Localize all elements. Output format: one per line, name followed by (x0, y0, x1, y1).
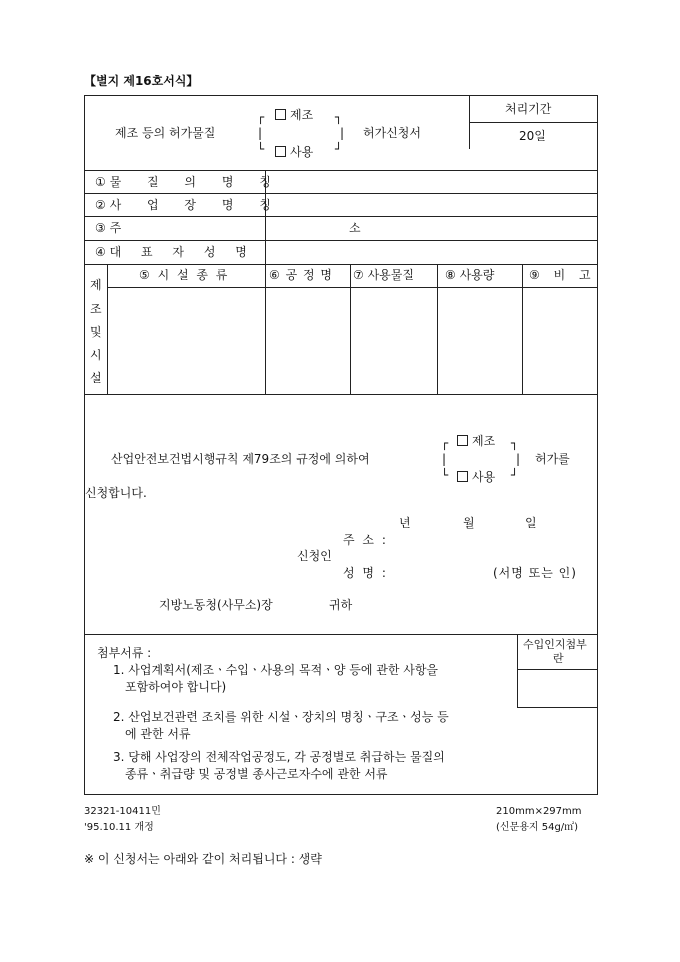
attachment-1-line2: 포함하여야 합니다) (125, 680, 227, 694)
date-year: 년 (399, 516, 411, 530)
statement-option-use[interactable]: 사용 (457, 470, 495, 484)
addressee: 지방노동청(사무소)장 (159, 598, 273, 612)
column-facility-type: ⑤ 시 설 종 류 (139, 268, 230, 282)
title-option-manufacture[interactable]: 제조 (275, 108, 313, 122)
facility-side-label-1: 제 (90, 278, 102, 292)
honorific: 귀하 (329, 598, 353, 612)
attachment-2-line1: 2. 산업보건관련 조치를 위한 시설ㆍ장치의 명칭ㆍ구조ㆍ성능 등 (113, 710, 449, 724)
processing-period-value: 20일 (519, 129, 546, 143)
field-workplace-name: ② 사 업 장 명 칭 (95, 198, 282, 212)
title-bracket-top-right: ┐ (335, 110, 343, 124)
date-day: 일 (525, 516, 537, 530)
attachments-title: 첨부서류 : (97, 646, 152, 660)
column-process-name: ⑥ 공 정 명 (269, 268, 333, 282)
processing-period-label: 처리기간 (505, 102, 552, 116)
attachment-1-line1: 1. 사업계획서(제조ㆍ수입ㆍ사용의 목적ㆍ양 등에 관한 사항을 (113, 663, 439, 677)
stamp-area (518, 670, 596, 706)
attachment-2-line2: 에 관한 서류 (125, 727, 191, 741)
footer-revision: '95.10.11 개정 (84, 822, 154, 833)
stamp-label-line2: 란 (553, 652, 564, 665)
applicant-label: 신청인 (297, 549, 332, 563)
column-remarks: ⑨ 비 고 (529, 268, 596, 282)
facility-side-label-3: 및 (90, 325, 102, 339)
date-month: 월 (463, 516, 475, 530)
attachment-3-line1: 3. 당해 사업장의 전체작업공정도, 각 공정별로 취급하는 물질의 (113, 750, 445, 764)
facility-side-label-4: 시 (90, 348, 102, 362)
signature-note: (서명 또는 인) (493, 566, 577, 580)
manufacture-checkbox[interactable] (275, 109, 286, 120)
facility-side-label-5: 설 (90, 371, 102, 385)
field-representative-name: ④ 대 표 자 성 명 (95, 245, 255, 259)
statement-use-checkbox[interactable] (457, 471, 468, 482)
field-substance-name: ① 물 질 의 명 칭 (95, 175, 282, 189)
application-form: 제조 등의 허가물질 ┌ 제조 ┐ | | └ 사용 ┘ 허가신청서 처리기간 20일 ① 물 질 의 명 칭 ② 사 업 장 명 칭 ③ 주 소 ④ 대 표 자 성 명 제 조 및 시 설 ⑤ 시 설 종 류 ⑥ 공 정 명 ⑦ 사용물질 ⑧ 사용량 ⑨ 비 고 산업안전보건법시행규칙 제79조의 규정에 의하여 ┌ 제조 ┐ | | └ 사용 ┘ 허가를 신청합니다. 년 월 일 주 소 : 신청인 성 명 : (서명 또는 인) 지방노동청(사무소)장 귀하 첨부서류 : 1. 사업계획서(제조ㆍ수입ㆍ사용의 목적ㆍ양 등에 관한 사항을 포함하여야 합니다) 2. 산업보건관련 조치를 위한 시설ㆍ장치의 명칭ㆍ구조ㆍ성능 등 에 관한 서류 3. 당해 사업장의 전체작업공정도, 각 공정별로 취급하는 물질의 종류ㆍ취급량 및 공정별 종사근로자수에 관한 서류 수입인지첨부 란 (84, 95, 598, 795)
statement-text-before: 산업안전보건법시행규칙 제79조의 규정에 의하여 (111, 452, 370, 466)
footer-size: 210mm×297mm (496, 806, 582, 817)
facility-side-label-2: 조 (90, 302, 102, 316)
field-address: ③ 주 소 (95, 221, 473, 235)
column-substance-used: ⑦ 사용물질 (353, 268, 414, 282)
title-option-use[interactable]: 사용 (275, 145, 313, 159)
column-amount-used: ⑧ 사용량 (445, 268, 495, 282)
title-bracket-top: ┌ (257, 110, 265, 124)
title-suffix: 허가신청서 (363, 126, 421, 140)
title-prefix: 제조 등의 허가물질 (115, 126, 216, 140)
form-number: 【별지 제16호서식】 (84, 74, 199, 88)
name-label: 성 명 : (343, 566, 388, 580)
use-checkbox[interactable] (275, 146, 286, 157)
statement-line2: 신청합니다. (85, 486, 147, 500)
statement-option-manufacture[interactable]: 제조 (457, 434, 495, 448)
attachment-3-line2: 종류ㆍ취급량 및 공정별 종사근로자수에 관한 서류 (125, 767, 388, 781)
statement-text-after: 허가를 (535, 452, 570, 466)
stamp-label-line1: 수입인지첨부 (523, 638, 587, 651)
footer-code: 32321-10411민 (84, 806, 161, 817)
address-label: 주 소 : (343, 533, 388, 547)
footer-paper: (신문용지 54g/㎡) (496, 822, 579, 833)
footer-note: ※ 이 신청서는 아래와 같이 처리됩니다 : 생략 (84, 852, 322, 866)
statement-manufacture-checkbox[interactable] (457, 435, 468, 446)
